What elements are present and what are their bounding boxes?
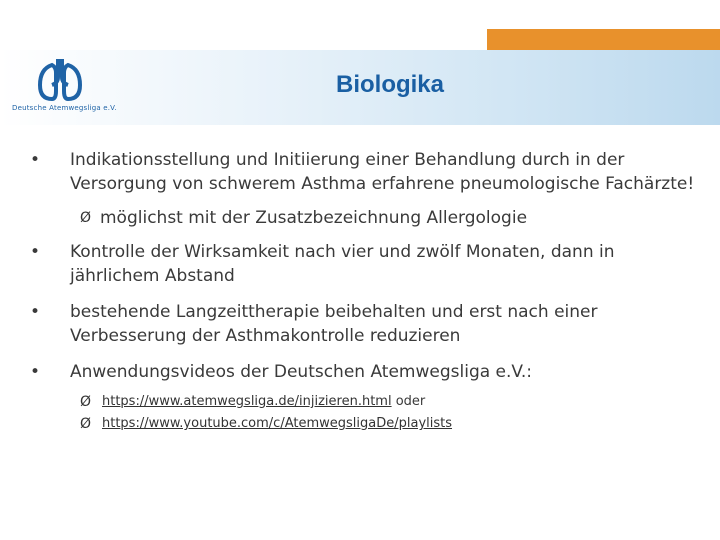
bullet-dot: • xyxy=(30,362,41,382)
sub-bullet-text: möglichst mit der Zusatzbezeichnung Allergologie xyxy=(100,208,528,228)
sub-bullet-item xyxy=(30,206,700,230)
bullet-dot: • xyxy=(30,302,41,322)
bullet-text: Anwendungsvideos der Deutschen Atemwegsliga e.V.: xyxy=(70,362,532,382)
orange-accent-bar xyxy=(487,29,720,50)
link-suffix-text: oder xyxy=(391,394,426,409)
bullet-list xyxy=(30,145,700,434)
atemwegsliga-link[interactable]: https://www.atemwegsliga.de/injizieren.html xyxy=(102,394,392,409)
bullet-text: Indikationsstellung und Initiierung einer Behandlung durch in der Versorgung von schwerem Asthma erfahrene pneumologische Fachärzte! xyxy=(70,150,695,194)
bullet-item xyxy=(30,300,700,348)
bullet-dot: • xyxy=(30,242,41,262)
bullet-item xyxy=(30,240,700,288)
bullet-text: bestehende Langzeittherapie beibehalten und erst nach einer Verbesserung der Asthmakontrolle reduzieren xyxy=(70,302,598,346)
youtube-link[interactable]: https://www.youtube.com/c/AtemwegsligaDe/playlists xyxy=(102,416,453,431)
bullet-text: Kontrolle der Wirksamkeit nach vier und zwölf Monaten, dann in jährlichem Abstand xyxy=(70,242,615,286)
link-item xyxy=(30,392,700,412)
link-item xyxy=(30,414,700,434)
bullet-item xyxy=(30,148,700,196)
bullet-item xyxy=(30,360,700,384)
bullet-dot: • xyxy=(30,150,41,170)
logo-text: Deutsche Atemwegsliga e.V. xyxy=(12,104,117,112)
page-title: Biologika xyxy=(335,71,444,98)
arrow-bullet-icon: Ø xyxy=(80,210,92,226)
lungs-logo-icon xyxy=(30,55,90,105)
arrow-bullet-icon: Ø xyxy=(80,394,92,410)
arrow-bullet-icon: Ø xyxy=(80,416,92,432)
